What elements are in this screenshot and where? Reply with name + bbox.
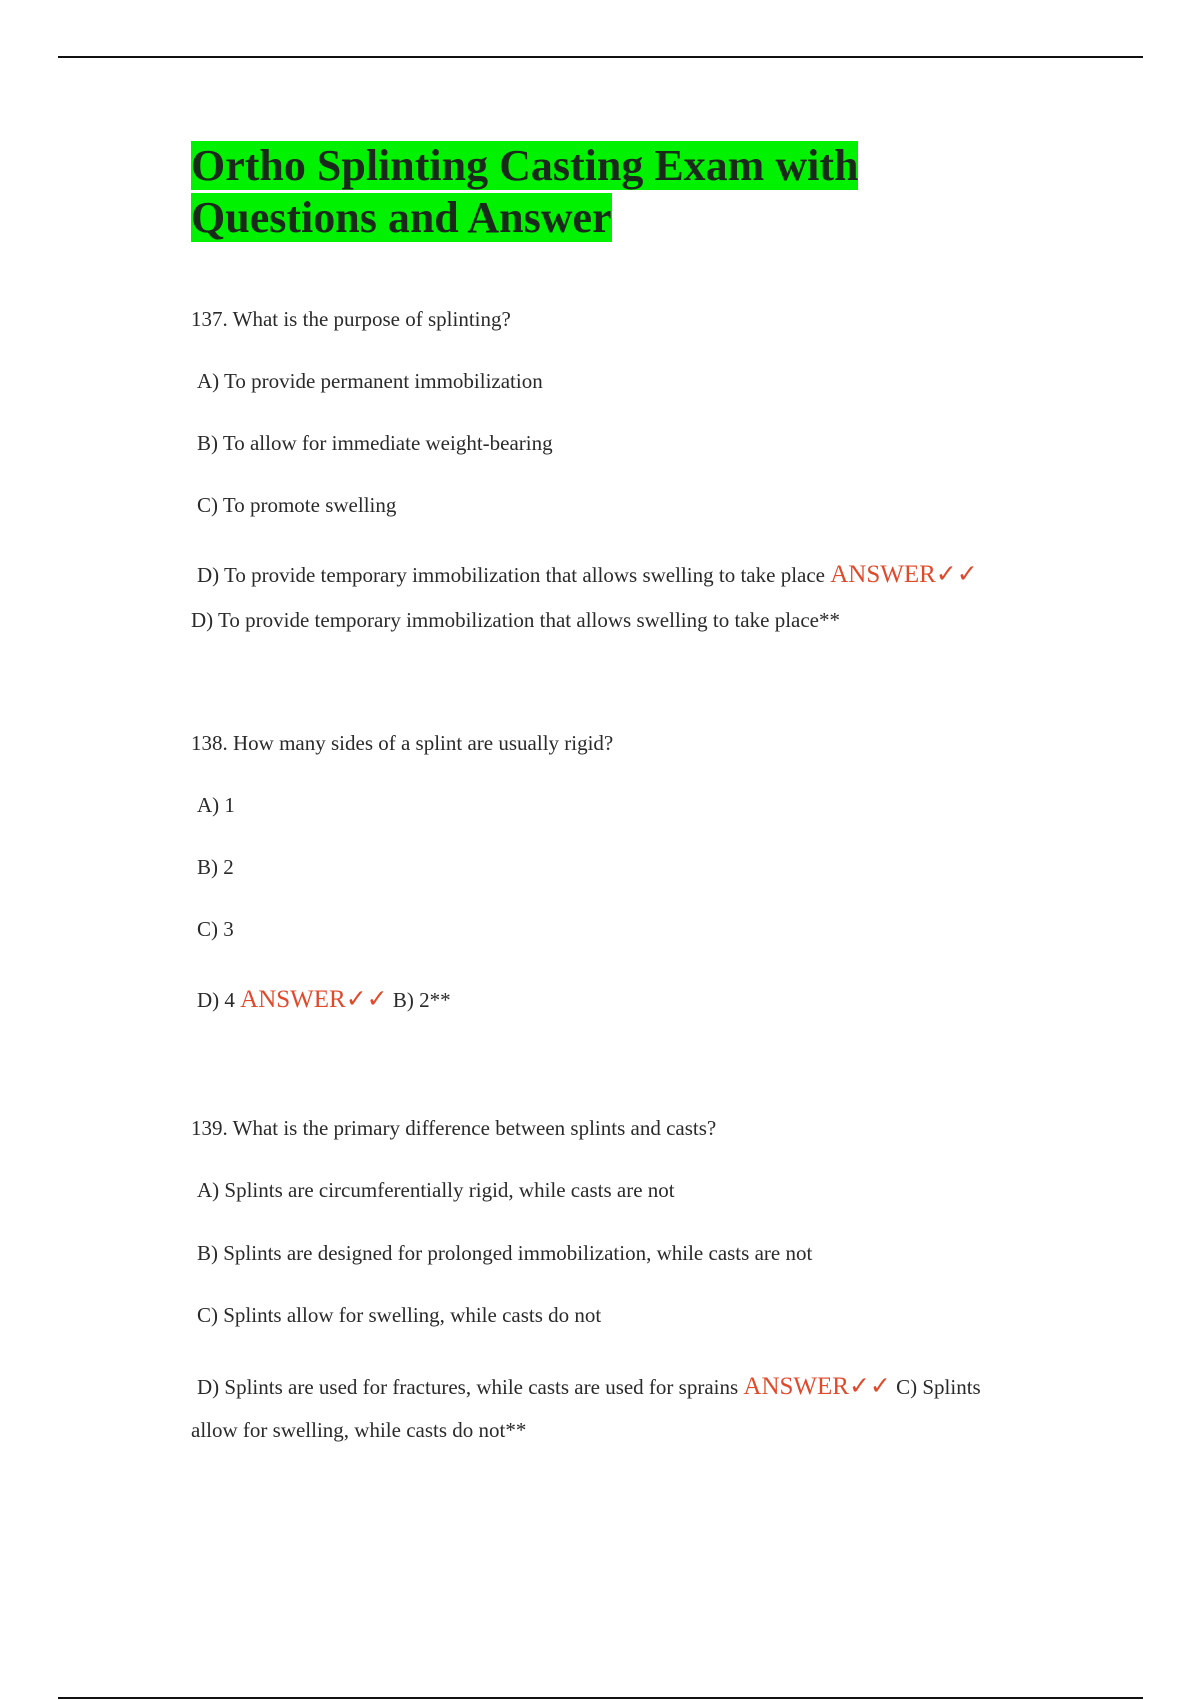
option-a: A) To provide permanent immobilization [197,369,543,393]
title-line-1: Ortho Splinting Casting Exam with [191,141,859,190]
answer-label: ANSWER✓✓ [240,986,388,1013]
option-d-text: D) 4 [197,988,235,1012]
option-a: A) Splints are circumferentially rigid, while casts are not [197,1178,675,1202]
answer-139-start: C) Splints [896,1375,981,1399]
option-a: A) 1 [197,793,235,817]
option-d [197,984,451,1014]
question-137: 137. What is the purpose of splinting? [191,307,511,331]
question-139: 139. What is the primary difference between splints and casts? [191,1116,717,1140]
answer-label: ANSWER✓✓ [743,1373,891,1400]
option-b: B) 2 [197,855,234,879]
answer-139-end: allow for swelling, while casts do not** [191,1418,527,1442]
document-title [191,140,858,244]
option-c: C) 3 [197,917,234,941]
option-d [197,1371,981,1401]
answer-137: D) To provide temporary immobilization that allows swelling to take place** [191,608,840,632]
option-d-text: D) To provide temporary immobilization that allows swelling to take place [197,563,825,587]
option-c: C) Splints allow for swelling, while casts do not [197,1303,602,1327]
option-d [197,559,978,589]
option-d-text: D) Splints are used for fractures, while casts are used for sprains [197,1375,739,1399]
option-b: B) Splints are designed for prolonged immobilization, while casts are not [197,1241,813,1265]
top-rule [58,56,1143,58]
bottom-rule [58,1697,1143,1699]
answer-label: ANSWER✓✓ [830,561,978,588]
option-b: B) To allow for immediate weight-bearing [197,431,553,455]
title-line-2: Questions and Answer [191,193,612,242]
question-138: 138. How many sides of a splint are usually rigid? [191,731,614,755]
option-c: C) To promote swelling [197,493,397,517]
answer-138: B) 2** [392,988,451,1012]
